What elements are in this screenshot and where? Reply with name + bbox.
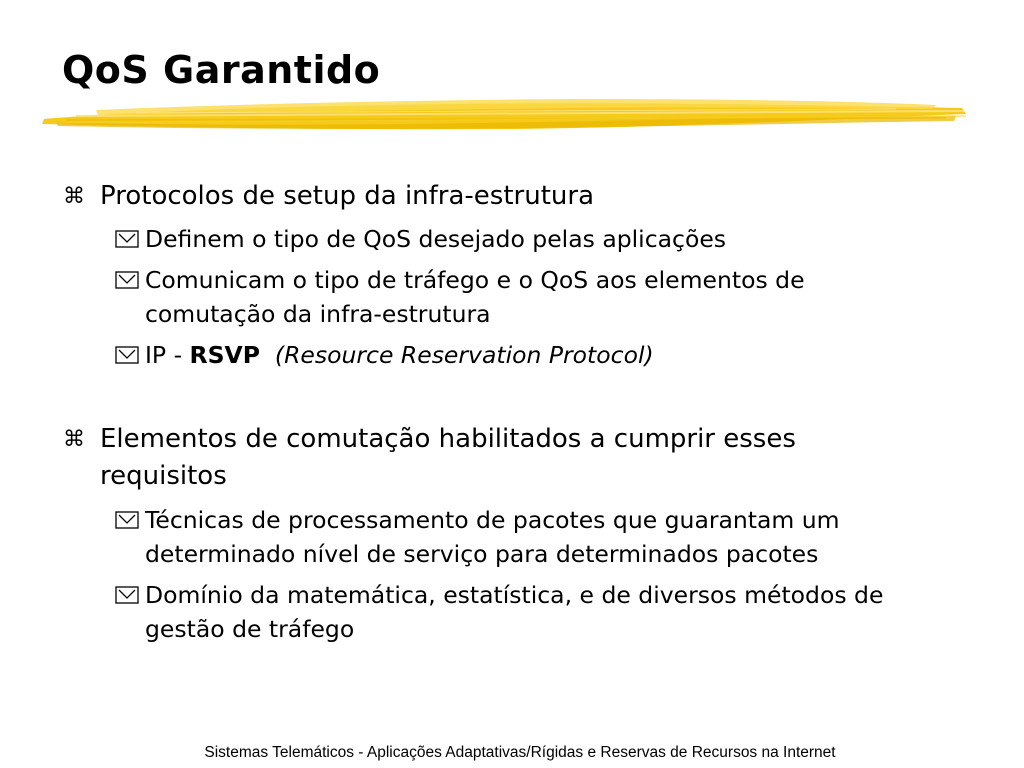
protocol-prefix: IP - — [145, 341, 190, 369]
checkbox-y-icon — [115, 511, 139, 529]
sub-bullet-text: Técnicas de processamento de pacotes que guarantam um determinado nível de serviço para determinados pacotes — [145, 506, 840, 568]
sub-bullet-item — [145, 503, 905, 571]
checkbox-y-icon — [115, 586, 139, 604]
sub-bullet-item — [145, 338, 965, 372]
bullet-text: Protocolos de setup da infra-estrutura — [100, 181, 594, 211]
protocol-expansion: (Resource Reservation Protocol) — [274, 341, 654, 369]
checkbox-y-icon — [115, 230, 139, 248]
checkbox-y-icon — [115, 346, 139, 364]
sub-bullet-item — [145, 222, 965, 256]
bullet-text: Elementos de comutação habilitados a cumprir esses requisitos — [100, 424, 796, 491]
bullet-item — [63, 421, 860, 495]
sub-bullet-text: Definem o tipo de QoS desejado pelas aplicações — [145, 225, 727, 253]
bullet-item — [63, 178, 960, 215]
slide-title: QoS Garantido — [62, 48, 381, 92]
sub-bullet-item — [145, 578, 945, 646]
sub-bullet-item — [145, 263, 865, 331]
slide-footer: Sistemas Telemáticos - Aplicações Adaptativas/Rígidas e Reservas de Recursos na Internet — [204, 744, 836, 761]
checkbox-y-icon — [115, 271, 139, 289]
sub-bullet-text: Domínio da matemática, estatística, e de diversos métodos de gestão de tráfego — [145, 581, 884, 643]
command-icon: ⌘ — [63, 427, 85, 452]
command-icon: ⌘ — [63, 184, 85, 209]
protocol-keyword: RSVP — [189, 341, 260, 369]
sub-bullet-text: Comunicam o tipo de tráfego e o QoS aos elementos de comutação da infra-estrutura — [145, 266, 805, 328]
title-underline-brush — [36, 92, 970, 138]
